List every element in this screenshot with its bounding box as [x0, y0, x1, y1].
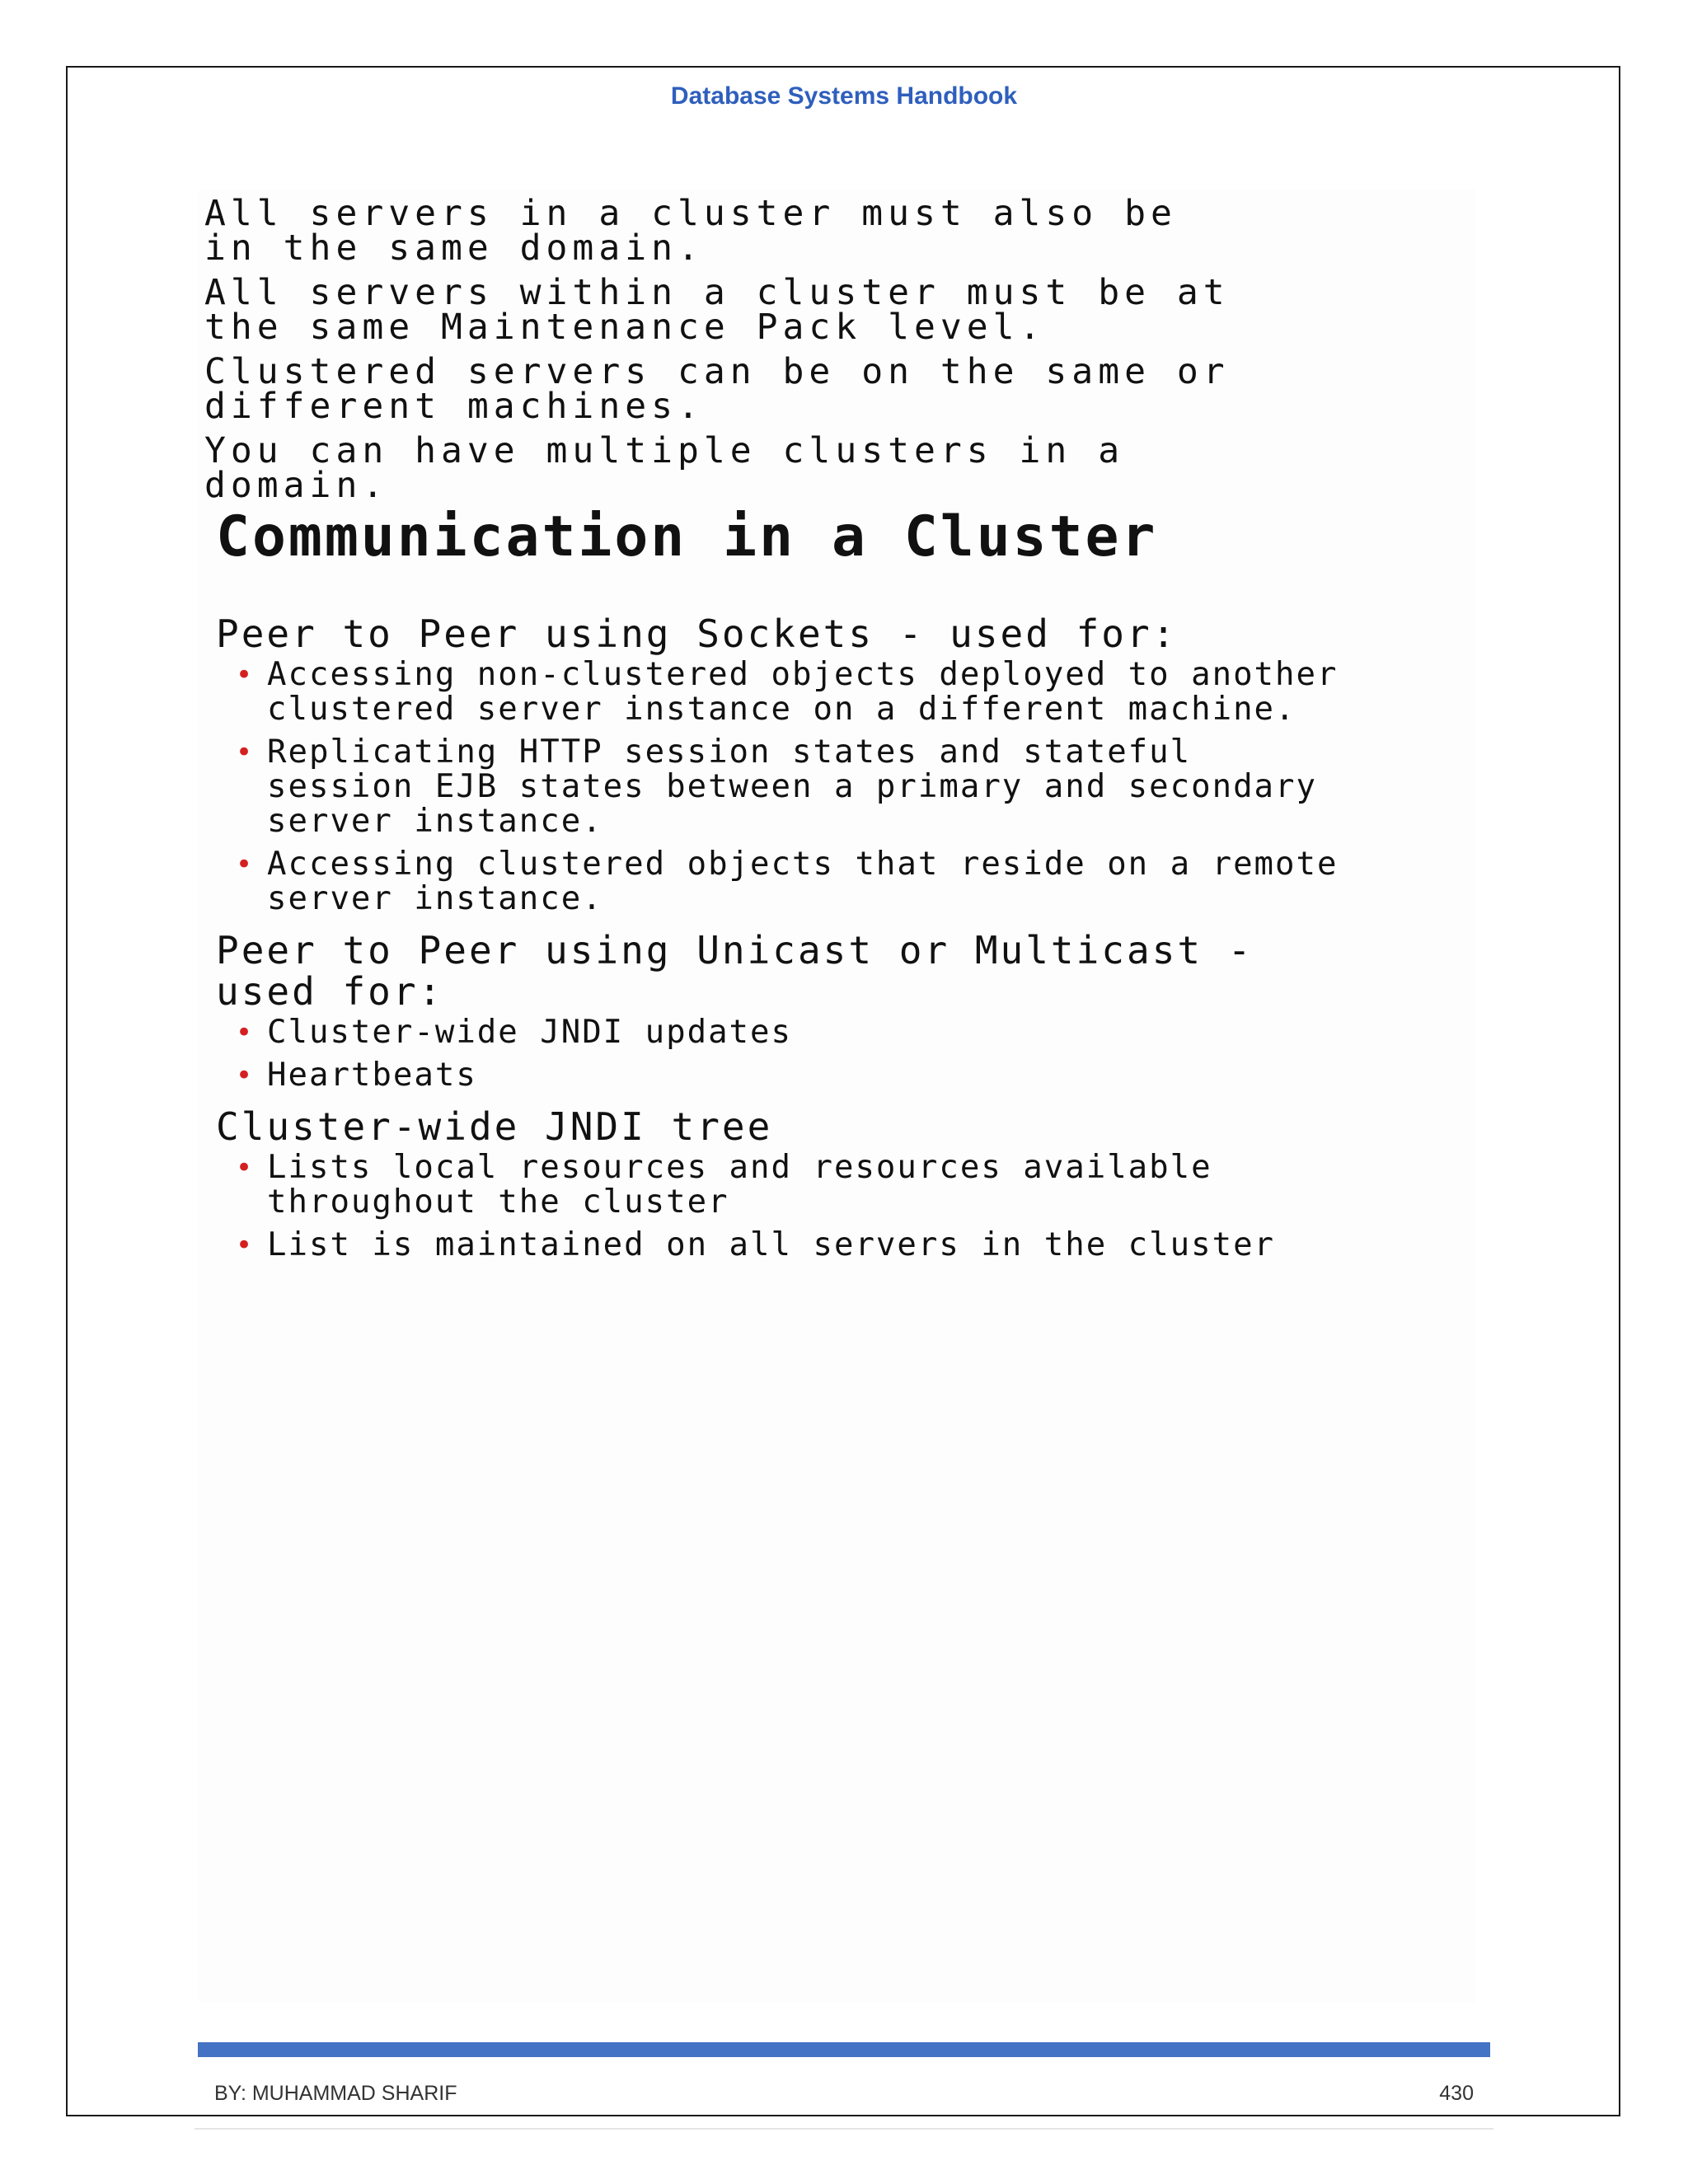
footer-bar: [198, 2042, 1490, 2057]
bullet-marker-icon: •: [236, 1151, 255, 1184]
page-number: 430: [1439, 2082, 1474, 2105]
bullet-item: [216, 1228, 1469, 1263]
bullet-item: [216, 658, 1469, 727]
bullet-item: [216, 847, 1469, 916]
bullet-text: Cluster-wide JNDI updates: [267, 1014, 792, 1051]
intro-paragraph: You can have multiple clusters in a domain.: [204, 430, 1125, 506]
intro-block: [204, 193, 1474, 513]
topics-block: [216, 613, 1469, 1276]
section-heading: Communication in a Cluster: [216, 504, 1158, 569]
bullet-text: Heartbeats: [267, 1057, 477, 1094]
bullet-item: [216, 1015, 1469, 1050]
bullet-item: [216, 1058, 1469, 1093]
bullet-marker-icon: •: [236, 658, 255, 691]
topic-title: Peer to Peer using Unicast or Multicast - used for:: [216, 928, 1254, 1014]
bullet-marker-icon: •: [236, 1059, 255, 1092]
page-header-title: Database Systems Handbook: [670, 82, 1018, 110]
bottom-divider: [195, 2128, 1493, 2130]
bullet-marker-icon: •: [236, 1229, 255, 1262]
intro-paragraph: All servers in a cluster must also be in the same domain.: [204, 193, 1177, 269]
bullet-list: [216, 1151, 1469, 1263]
bullet-text: Replicating HTTP session states and stateful session EJB states between a primary and secondary server instance.: [267, 733, 1317, 840]
bullet-text: Accessing clustered objects that reside on a remote server instance.: [267, 846, 1339, 917]
bullet-text: Lists local resources and resources available throughout the cluster: [267, 1149, 1212, 1221]
bullet-text: List is maintained on all servers in the cluster: [267, 1226, 1276, 1263]
bullet-marker-icon: •: [236, 736, 255, 769]
bullet-list: [216, 658, 1469, 916]
bullet-item: [216, 1151, 1469, 1220]
intro-paragraph: All servers within a cluster must be at the same Maintenance Pack level.: [204, 272, 1230, 348]
bullet-text: Accessing non-clustered objects deployed to another clustered server instance on a different machine.: [267, 656, 1339, 728]
intro-paragraph: Clustered servers can be on the same or different machines.: [204, 351, 1230, 427]
topic-title: Cluster-wide JNDI tree: [216, 1104, 773, 1149]
bullet-item: [216, 735, 1469, 839]
topic-title: Peer to Peer using Sockets - used for:: [216, 612, 1178, 656]
bullet-list: [216, 1015, 1469, 1093]
bullet-marker-icon: •: [236, 1016, 255, 1049]
footer-author: BY: MUHAMMAD SHARIF: [214, 2082, 457, 2105]
bullet-marker-icon: •: [236, 848, 255, 881]
